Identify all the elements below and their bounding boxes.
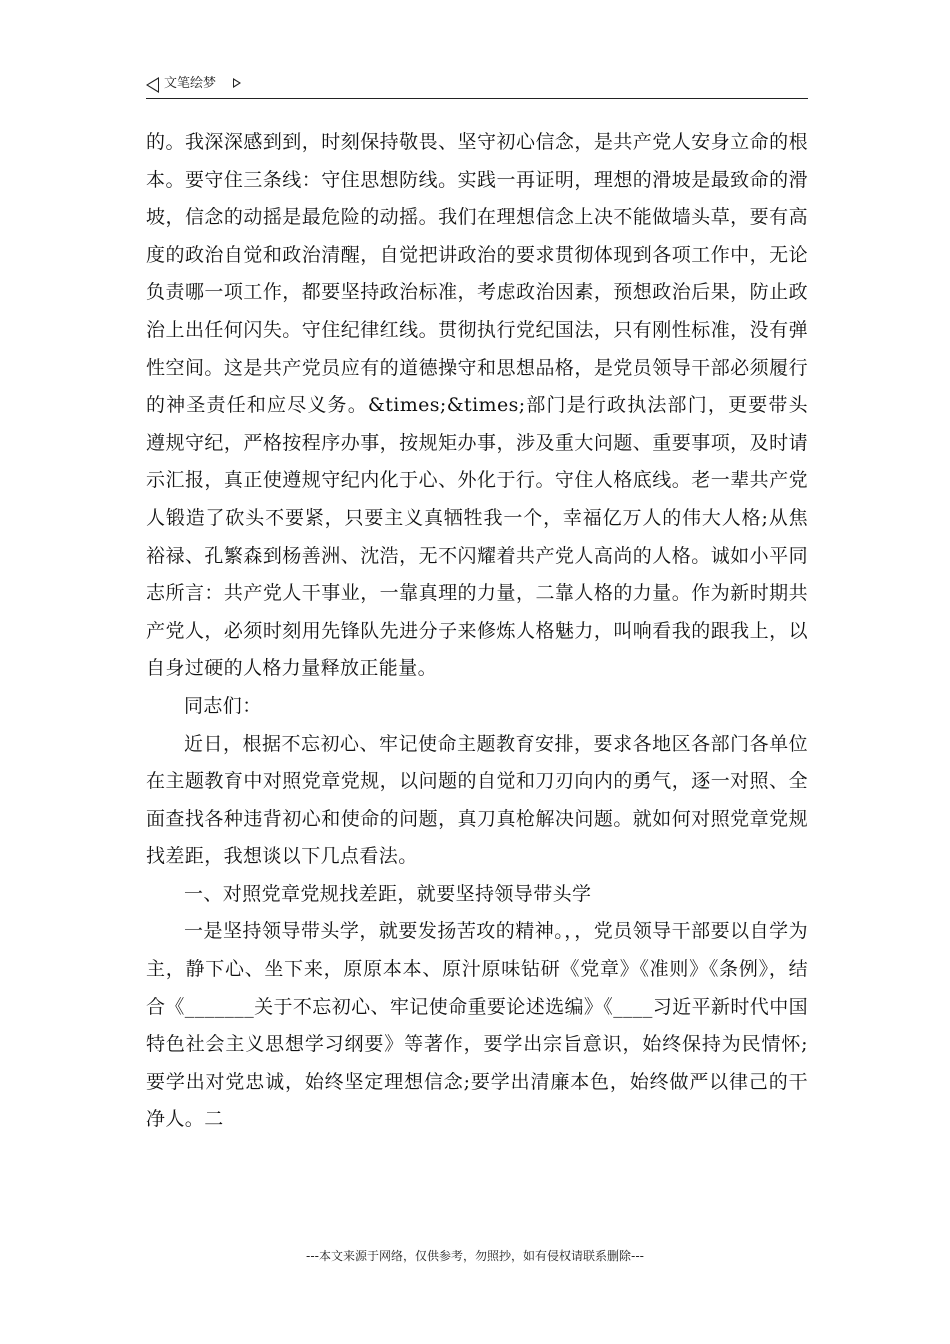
page-header [146,74,808,99]
paragraph: 一是坚持领导带头学，就要发扬苦攻的精神。，，党员领导干部要以自学为主，静下心、坐下来，原原本本、原汁原味钻研《党章》《准则》《条例》，结合《_______关于不忘初心、牢记使命重要论述选编》《____习近平新时代中国特色社会主义思想学习纲要》等著作，要学出宗旨意识，始终保持为民情怀;要学出对党忠诚，始终坚定理想信念;要学出清廉本色，始终做严以律己的干净人。二 [146,920,809,1131]
header-title: 文笔绘梦 [164,76,217,91]
document-body [146,124,808,1139]
paragraph: 近日，根据不忘初心、牢记使命主题教育安排，要求各地区各部门各单位在主题教育中对照党章党规，以问题的自觉和刀刃向内的勇气，逐一对照、全面查找各种违背初心和使命的问题，真刀真枪解决问题。就如何对照党章党规找差距，我想谈以下几点看法。 [146,732,808,868]
triangle-left-icon [146,77,159,93]
triangle-right-icon [233,78,241,88]
section-heading: 一、对照党章党规找差距，就要坚持领导带头学 [184,882,592,905]
page-footer: ---本文来源于网络，仅供参考，勿照抄，如有侵权请联系删除--- [306,1249,644,1263]
paragraph: 的。我深深感到到，时刻保持敬畏、坚守初心信念，是共产党人安身立命的根本。要守住三条线：守住思想防线。实践一再证明，理想的滑坡是最致命的滑坡，信念的动摇是最危险的动摇。我们在理想信念上决不能做墙头草，要有高度的政治自觉和政治清醒，自觉把讲政治的要求贯彻体现到各项工作中，无论负责哪一项工作，都要坚持政治标准，考虑政治因素，预想政治后果，防止政治上出任何闪失。守住纪律红线。贯彻执行党纪国法，只有刚性标准，没有弹性空间。这是共产党员应有的道德操守和思想品格，是党员领导干部必须履行的神圣责任和应尽义务。&times;&times;部门是行政执法部门，更要带头遵规守纪，严格按程序办事，按规矩办事，涉及重大问题、重要事项，及时请示汇报，真正使遵规守纪内化于心、外化于行。守住人格底线。老一辈共产党人锻造了砍头不要紧，只要主义真牺牲我一个，幸福亿万人的伟大人格;从焦裕禄、孔繁森到杨善洲、沈浩，无不闪耀着共产党人高尚的人格。诚如小平同志所言：共产党人干事业，一靠真理的力量，二靠人格的力量。作为新时期共产党人，必须时刻用先锋队先进分子来修炼人格魅力，叫响看我的跟我上，以自身过硬的人格力量释放正能量。 [146,131,808,680]
paragraph-salutation: 同志们： [184,694,262,717]
